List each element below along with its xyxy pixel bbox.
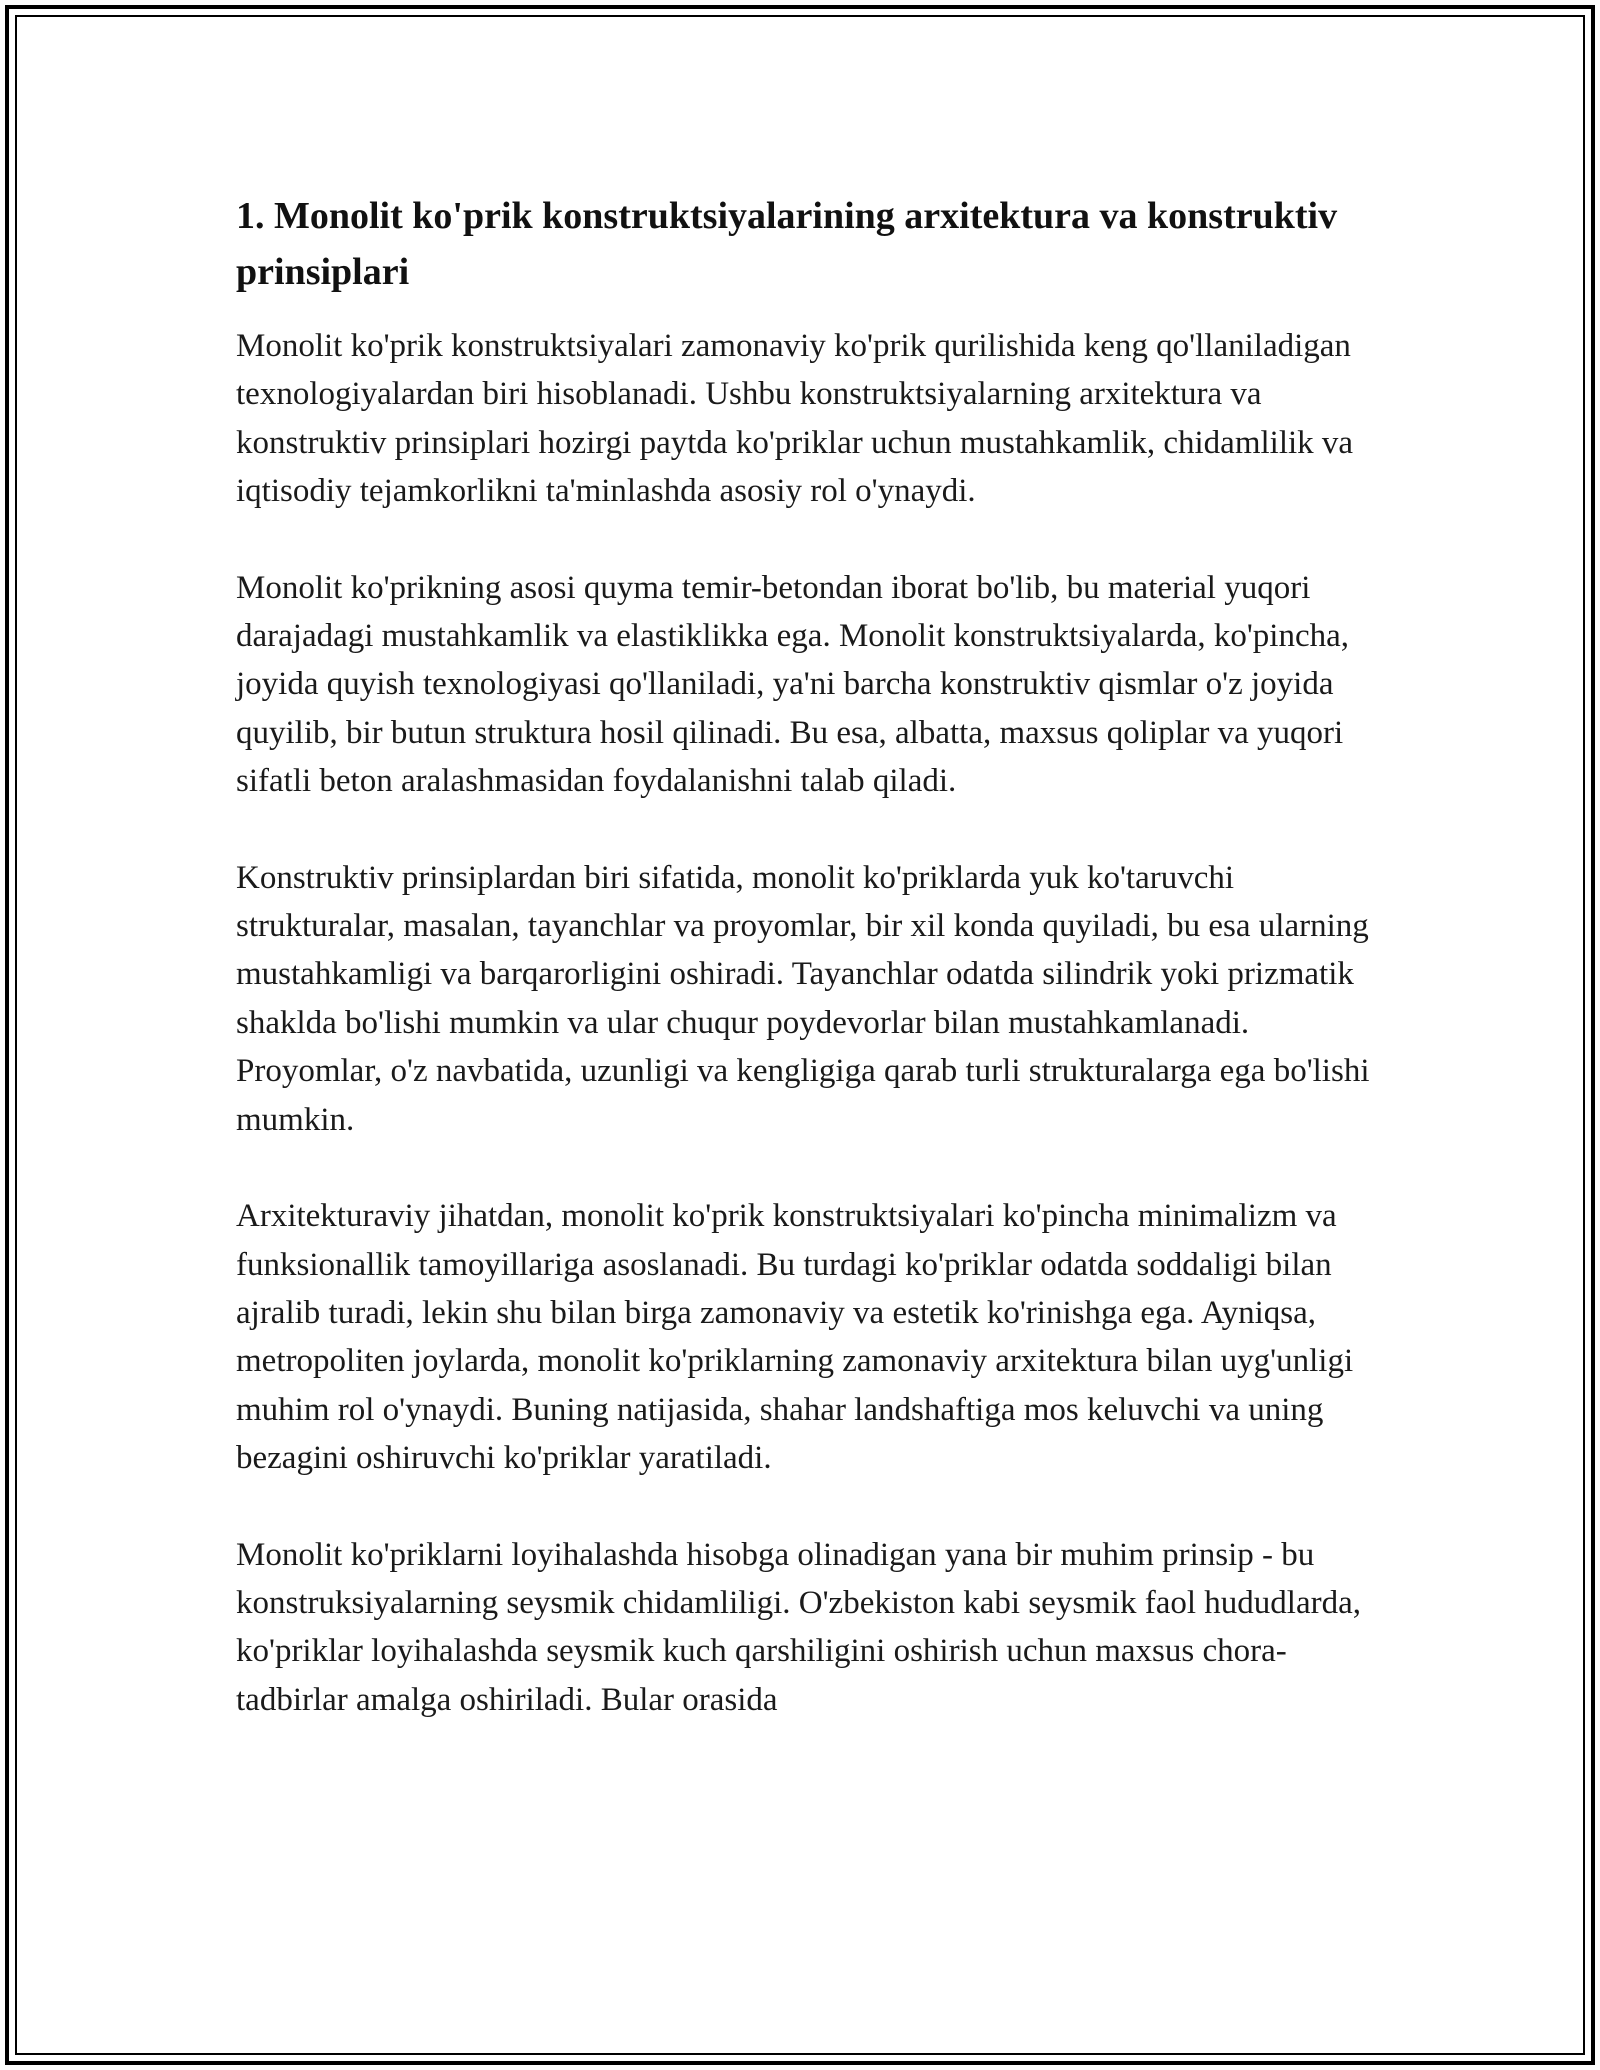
document-body — [236, 188, 1376, 1772]
section-heading: 1. Monolit ko'prik konstruktsiyalarining arxitektura va konstruktiv prinsiplari — [236, 195, 1338, 293]
paragraph-3: Konstruktiv prinsiplardan biri sifatida, monolit ko'priklarda yuk ko'taruvchi strukturalar, masalan, tayanchlar va proyomlar, bir xil konda quyiladi, bu esa ularning mustahkamligi va barqarorligini oshiradi. Tayanchlar odatda silindrik yoki prizmatik shaklda bo'lishi mumkin va ular chuqur poydevorlar bilan mustahkamlanadi. Proyomlar, o'z navbatida, uzunligi va kengligiga qarab turli strukturalarga ega bo'lishi mumkin. — [236, 859, 1370, 1138]
paragraph-1: Monolit ko'prik konstruktsiyalari zamonaviy ko'prik qurilishida keng qo'llaniladigan texnologiyalardan biri hisoblanadi. Ushbu konstruktsiyalarning arxitektura va konstruktiv prinsiplari hozirgi paytda ko'priklar uchun mustahkamlik, chidamlilik va iqtisodiy tejamkorlikni ta'minlashda asosiy rol o'ynaydi. — [236, 328, 1354, 510]
paragraph-2: Monolit ko'prikning asosi quyma temir-betondan iborat bo'lib, bu material yuqori darajadagi mustahkamlik va elastiklikka ega. Monolit konstruktsiyalarda, ko'pincha, joyida quyish texnologiyasi qo'llaniladi, ya'ni barcha konstruktiv qismlar o'z joyida quyilib, bir butun struktura hosil qilinadi. Bu esa, albatta, maxsus qoliplar va yuqori sifatli beton aralashmasidan foydalanishni talab qiladi. — [236, 569, 1349, 800]
paragraph-4: Arxitekturaviy jihatdan, monolit ko'prik konstruktsiyalari ko'pincha minimalizm va funksionallik tamoyillariga asoslanadi. Bu turdagi ko'priklar odatda soddaligi bilan ajralib turadi, lekin shu bilan birga zamonaviy va estetik ko'rinishga ega. Ayniqsa, metropoliten joylarda, monolit ko'priklarning zamonaviy arxitektura bilan uyg'unligi muhim rol o'ynaydi. Buning natijasida, shahar landshaftiga mos keluvchi va uning bezagini oshiruvchi ko'priklar yaratiladi. — [236, 1198, 1354, 1477]
paragraph-5: Monolit ko'priklarni loyihalashda hisobga olinadigan yana bir muhim prinsip - bu konstruksiyalarning seysmik chidamliligi. O'zbekiston kabi seysmik faol hududlarda, ko'priklar loyihalashda seysmik kuch qarshiligini oshirish uchun maxsus chora-tadbirlar amalga oshiriladi. Bular orasida — [236, 1536, 1362, 1718]
